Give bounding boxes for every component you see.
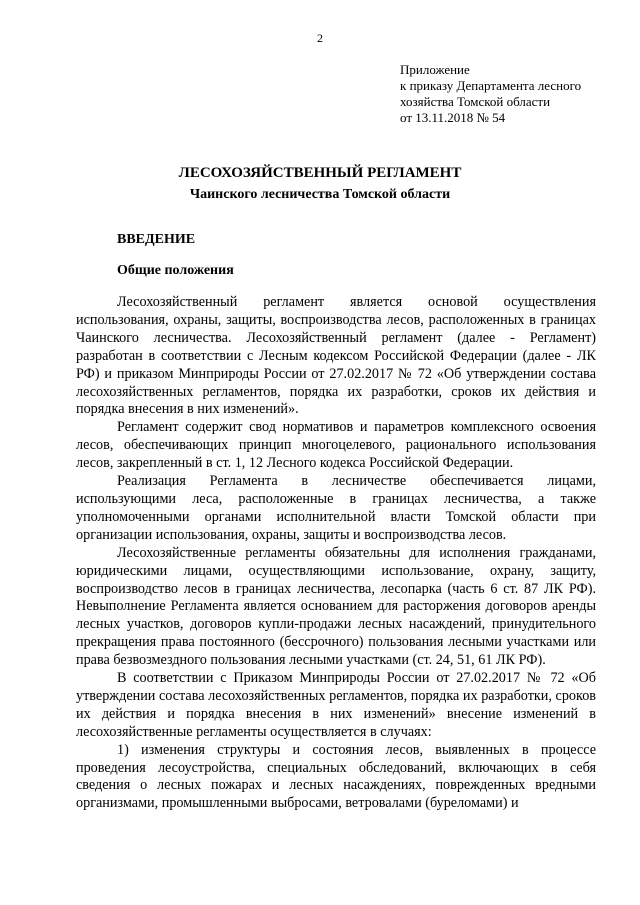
appendix-line: хозяйства Томской области — [400, 94, 551, 109]
paragraph: Лесохозяйственные регламенты обязательны для исполнения гражданами, юридическими лицами, осуществляющими использование, охрану, защиту, воспроизводство лесов в границах лесничества, лесопарка (часть 6 ст. 87 ЛК РФ). Невыполнение Регламента является основанием для расторжения договоров аренды лесных участков, договоров купли-продажи лесных насаждений, принудительного прекращения права постоянного (бессрочного) пользования лесными участками или права безвозмездного пользования лесными участками (ст. 24, 51, 61 ЛК РФ). — [76, 544, 596, 669]
paragraph: Лесохозяйственный регламент является основой осуществления использования, охраны, защиты, воспроизводства лесов, расположенных в границах Чаинского лесничества. Лесохозяйственный регламент (далее - Регламент) разработан в соответствии с Лесным кодексом Российской Федерации (далее - ЛК РФ) и приказом Минприроды России от 27.02.2017 № 72 «Об утверждении состава лесохозяйственных регламентов, порядка их разработки, сроков их действия и порядка внесения в них изменений». — [76, 294, 596, 418]
document-title: ЛЕСОХОЗЯЙСТВЕННЫЙ РЕГЛАМЕНТ — [178, 165, 462, 181]
appendix-block — [400, 62, 625, 126]
paragraph: 1) изменения структуры и состояния лесов, выявленных в процессе проведения лесоустройства, специальных обследований, включающих в себя сведения о лесных пожарах и лесных насаждениях, поврежденных вредными организмами, промышленными выбросами, ветровалами (буреломами) и — [76, 741, 596, 812]
subsection-heading: Общие положения — [117, 263, 234, 278]
paragraph: В соответствии с Приказом Минприроды России от 27.02.2017 № 72 «Об утверждении состава лесохозяйственных регламентов, порядка их разработки, сроков их действия и порядка внесения в них изменений» внесение изменений в лесохозяйственные регламенты осуществляется в случаях: — [76, 670, 596, 740]
appendix-line: Приложение — [400, 62, 470, 77]
paragraph: Реализация Регламента в лесничестве обеспечивается лицами, использующими леса, расположенные в границах лесничества, а также уполномоченными органами исполнительной власти Томской области при организации использования, охраны, защиты и воспроизводства лесов. — [76, 473, 596, 543]
paragraph: Регламент содержит свод нормативов и параметров комплексного освоения лесов, обеспечивающих принцип многоцелевого, рационального использования лесов, закрепленный в ст. 1, 12 Лесного кодекса Российской Федерации. — [76, 419, 596, 472]
section-heading: ВВЕДЕНИЕ — [117, 232, 196, 247]
document-subtitle: Чаинского лесничества Томской области — [189, 187, 451, 202]
appendix-line: от 13.11.2018 № 54 — [400, 110, 506, 125]
page-number: 2 — [317, 31, 323, 45]
body-text — [76, 294, 596, 813]
appendix-line: к приказу Департамента лесного — [400, 78, 582, 93]
